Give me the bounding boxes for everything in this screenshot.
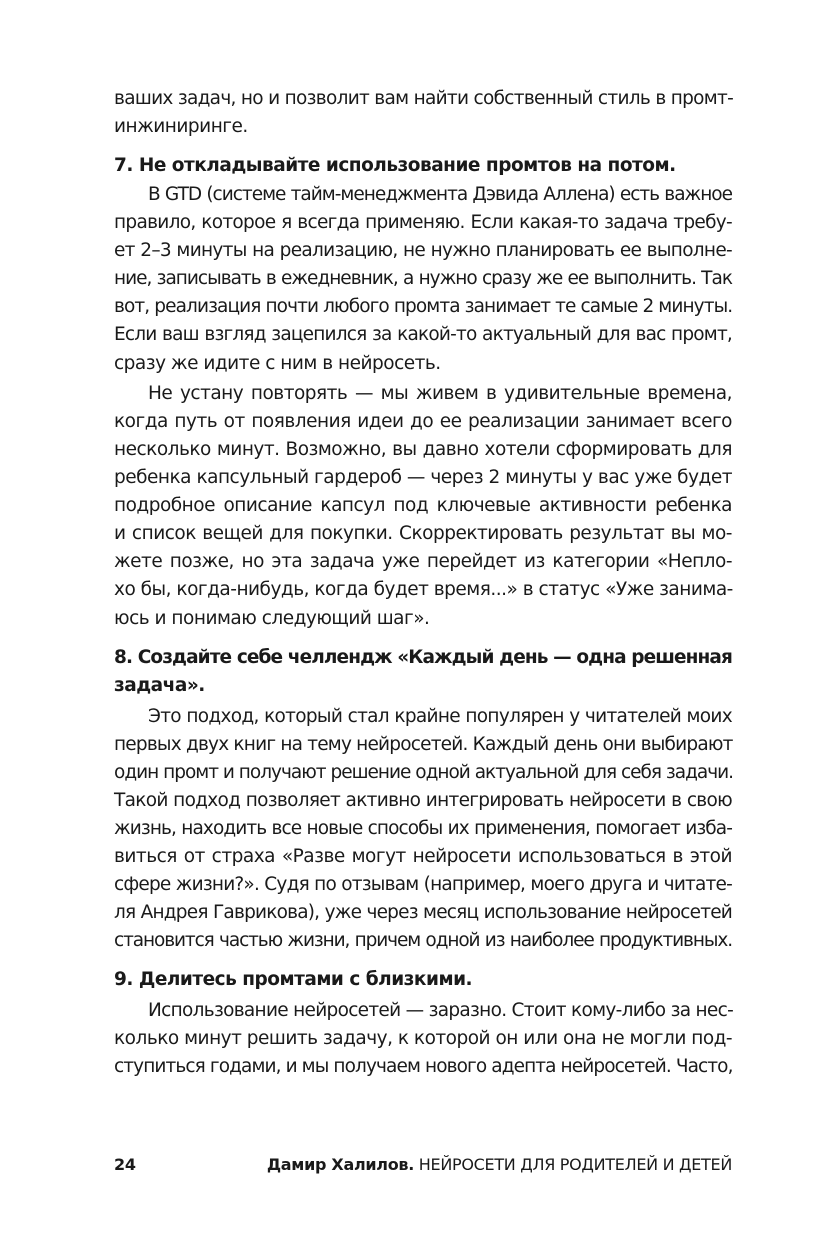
text-line: вот, реализация почти любого промта занимает те самые 2 минуты. [114, 296, 733, 317]
text-line: подробное описание капсул под ключевые активности ребенка [114, 495, 732, 516]
text-line: В GTD (системе тайм-менеджмента Дэвида Аллена) есть важное [148, 184, 732, 205]
text-line: хо бы, когда-нибудь, когда будет время...» в статус «Уже занима- [114, 579, 733, 600]
text-line: Это подход, который стал крайне популярен у читателей моих [148, 706, 732, 727]
text-line: инжиниринге. [114, 116, 248, 137]
text-line: несколько минут. Возможно, вы давно хотели сформировать для [114, 439, 732, 460]
section-heading-line: 8. Создайте себе челлендж «Каждый день — одна решенная [114, 647, 732, 668]
text-line: ваших задач, но и позволит вам найти собственный стиль в промт- [114, 88, 734, 109]
text-line: правило, которое я всегда применяю. Если какая-то задача требу- [114, 212, 732, 233]
text-line: Использование нейросетей — заразно. Стоит кому-либо за нес- [148, 1000, 734, 1021]
text-line: Не устану повторять — мы живем в удивительные времена, [148, 383, 732, 404]
text-line: Если ваш взгляд зацепился за какой-то актуальный для вас промт, [114, 324, 732, 345]
text-line: ступиться годами, и мы получаем нового адепта нейросетей. Часто, [114, 1056, 733, 1077]
text-line: жете позже, но эта задача уже перейдет из категории «Непло- [114, 551, 732, 572]
text-line: первых двух книг на тему нейросетей. Каждый день они выбирают [114, 734, 733, 755]
page-footer [114, 1151, 732, 1179]
section-heading-line: 9. Делитесь промтами с близкими. [114, 969, 473, 990]
page-number: 24 [114, 1155, 136, 1174]
text-line: ние, записывать в ежедневник, а нужно сразу же ее выполнить. Так [114, 268, 732, 289]
text-line: Такой подход позволяет активно интегрировать нейросети в свою [114, 790, 732, 811]
text-line: ет 2–3 минуты на реализацию, не нужно планировать ее выполне- [114, 240, 732, 261]
section-heading-line: 7. Не откладывайте использование промтов на потом. [114, 155, 676, 176]
text-line: ребенка капсульный гардероб — через 2 минуты у вас уже будет [114, 467, 732, 488]
text-line: сразу же идите с ним в нейросеть. [114, 353, 441, 374]
text-line: ля Андрея Гаврикова), уже через месяц использование нейросетей [114, 902, 732, 923]
footer-book-title: НЕЙРОСЕТИ ДЛЯ РОДИТЕЛЕЙ И ДЕТЕЙ [418, 1155, 732, 1174]
section-heading-line: задача». [114, 675, 205, 696]
text-line: колько минут решить задачу, к которой он или она не могли под- [114, 1028, 733, 1049]
text-line: один промт и получают решение одной актуальной для себя задачи. [114, 762, 734, 783]
footer-author: Дамир Халилов. [266, 1155, 414, 1174]
text-line: и список вещей для покупки. Скорректировать результат вы мо- [114, 523, 732, 544]
text-line: виться от страха «Разве могут нейросети использоваться в этой [114, 846, 732, 867]
text-line: жизнь, находить все новые способы их применения, помогает изба- [114, 818, 732, 839]
text-line: юсь и понимаю следующий шаг». [114, 608, 430, 629]
text-line: сфере жизни?». Судя по отзывам (например, моего друга и читате- [114, 874, 732, 895]
text-line: становится частью жизни, причем одной из наиболее продуктивных. [114, 930, 732, 951]
running-title [267, 1151, 732, 1179]
text-line: когда путь от появления идеи до ее реализации занимает всего [114, 411, 732, 432]
